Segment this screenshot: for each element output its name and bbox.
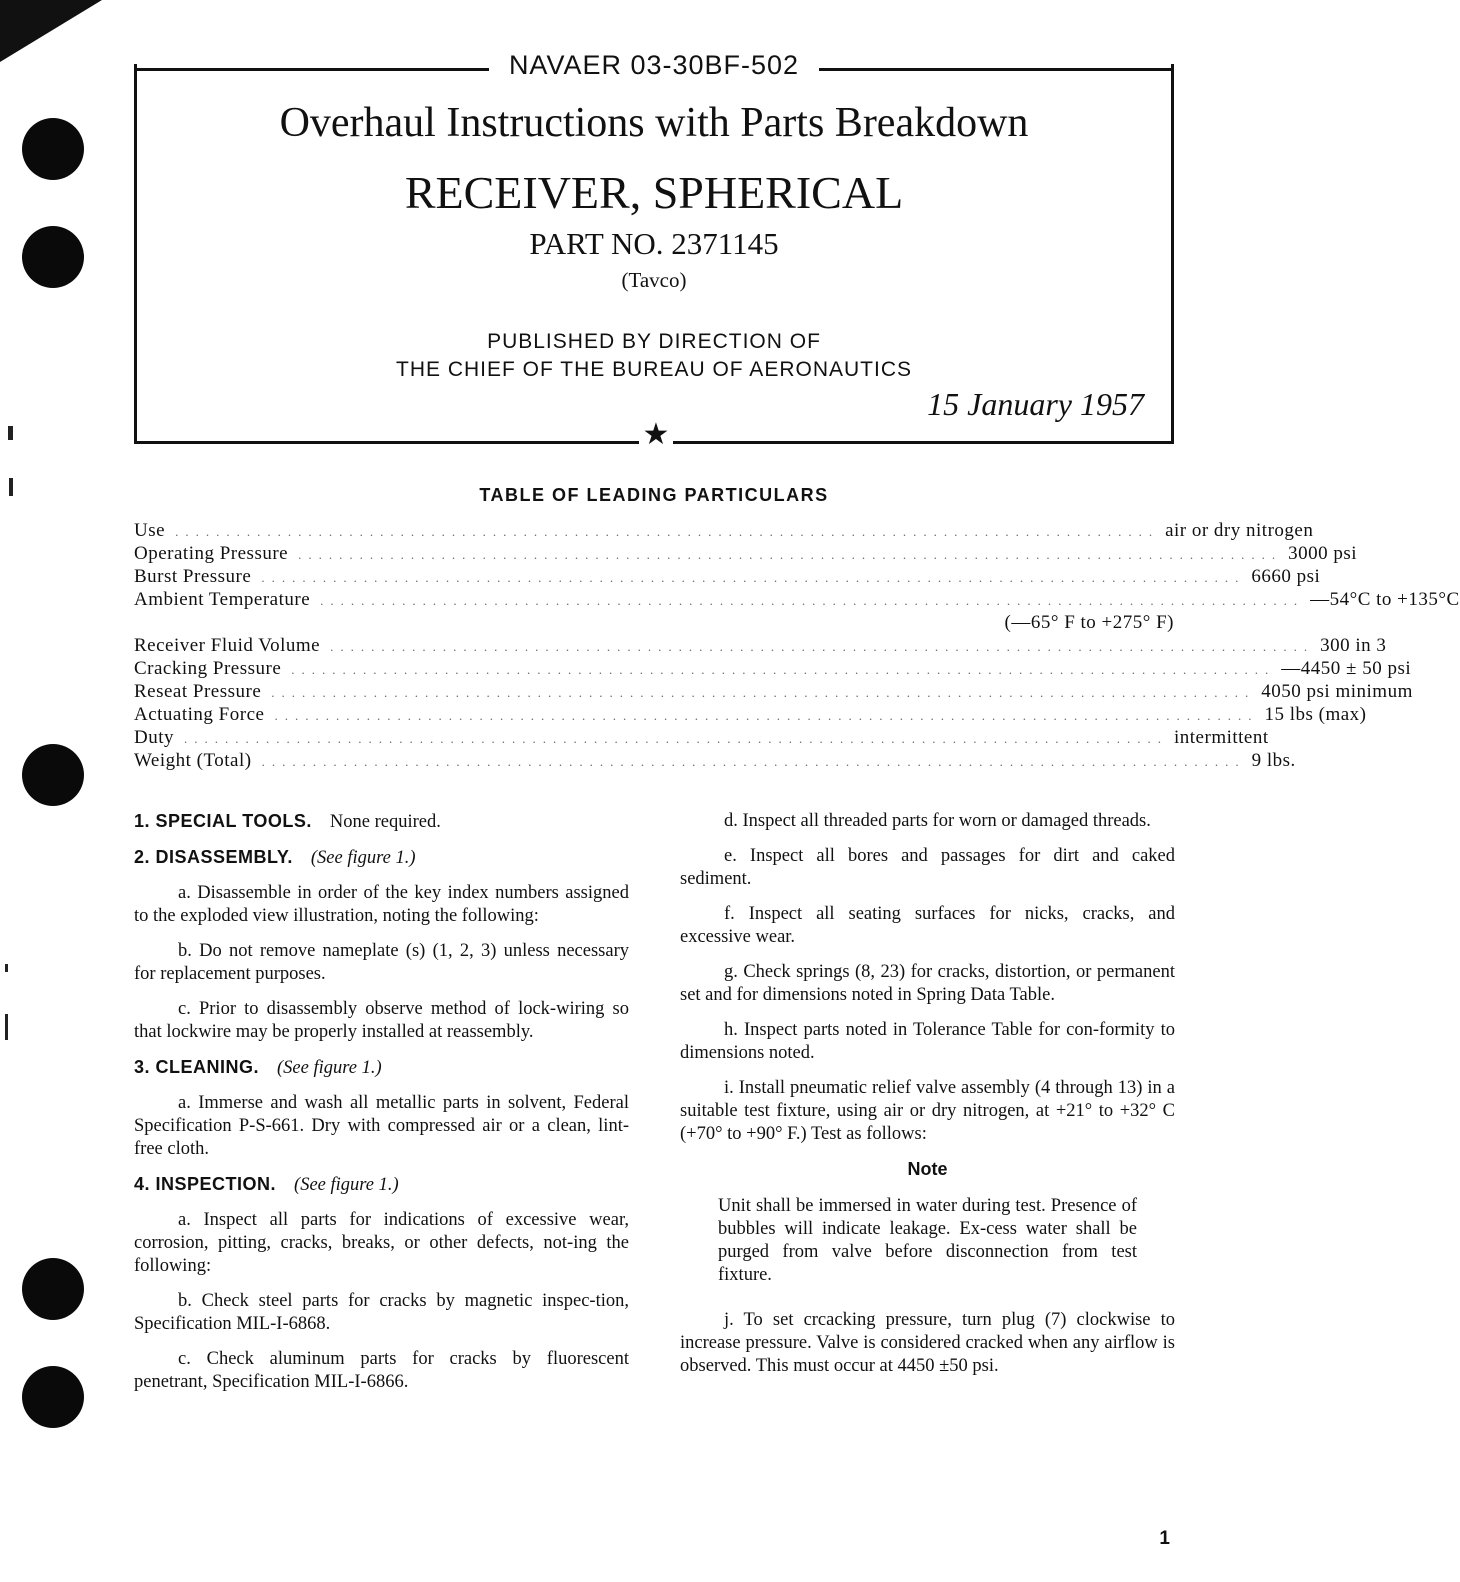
section-heading: 4. INSPECTION. bbox=[134, 1174, 277, 1194]
figure-reference: (See figure 1.) bbox=[277, 1058, 382, 1078]
scan-speck bbox=[8, 426, 13, 440]
document-number: NAVAER 03-30BF-502 bbox=[508, 50, 800, 80]
particulars-row: Receiver Fluid Volume ................................................................................................ 300 in 3 bbox=[134, 635, 1387, 656]
paragraph: b. Check steel parts for cracks by magnetic inspec-tion, Specification MIL-I-6868. bbox=[134, 1291, 629, 1334]
star-icon: ★ bbox=[639, 420, 673, 450]
published-by-line1: PUBLISHED BY DIRECTION OF bbox=[487, 330, 821, 353]
particulars-row: Operating Pressure ................................................................................................ 3000 psi bbox=[134, 543, 1358, 564]
paragraph: c. Check aluminum parts for cracks by fluorescent penetrant, Specification MIL-I-6866. bbox=[134, 1349, 629, 1392]
paragraph: j. To set crcacking pressure, turn plug (7) clockwise to increase pressure. Valve is considered cracked when any airflow is observed. This must occur at 4450 ±50 psi. bbox=[680, 1310, 1175, 1376]
page-number: 1 bbox=[1159, 1528, 1170, 1549]
section-disassembly bbox=[134, 846, 629, 870]
part-number: PART NO. 2371145 bbox=[529, 226, 779, 261]
paragraph: d. Inspect all threaded parts for worn or damaged threads. bbox=[724, 811, 1151, 831]
published-by-line2: THE CHIEF OF THE BUREAU OF AERONAUTICS bbox=[396, 358, 912, 381]
paragraph: f. Inspect all seating surfaces for nicks, cracks, and excessive wear. bbox=[680, 904, 1175, 947]
document-title: Overhaul Instructions with Parts Breakdown bbox=[279, 100, 1029, 146]
particulars-row: Actuating Force ................................................................................................ 15 lbs (max) bbox=[134, 704, 1367, 725]
paragraph: b. Do not remove nameplate (s) (1, 2, 3) unless necessary for replacement purposes. bbox=[134, 941, 629, 984]
binder-hole-2 bbox=[22, 226, 84, 288]
body-column-right bbox=[680, 810, 1175, 1390]
item-name: RECEIVER, SPHERICAL bbox=[404, 167, 904, 218]
paragraph: a. Inspect all parts for indications of excessive wear, corrosion, pitting, cracks, breaks, or other defects, not-ing the following: bbox=[134, 1210, 629, 1276]
particulars-title: TABLE OF LEADING PARTICULARS bbox=[479, 485, 829, 505]
particulars-row: Use ................................................................................................ air or dry nitrogen bbox=[134, 520, 1314, 541]
publication-date: 15 January 1957 bbox=[927, 386, 1144, 422]
section-inspection bbox=[134, 1173, 629, 1197]
binder-hole-4 bbox=[22, 1258, 84, 1320]
section-heading: 2. DISASSEMBLY. bbox=[134, 847, 293, 867]
section-heading: 1. SPECIAL TOOLS. bbox=[134, 811, 312, 831]
paragraph: g. Check springs (8, 23) for cracks, distortion, or permanent set and for dimensions noted in Spring Data Table. bbox=[680, 962, 1175, 1005]
section-text: None required. bbox=[329, 812, 441, 832]
figure-reference: (See figure 1.) bbox=[310, 848, 416, 868]
figure-reference: (See figure 1.) bbox=[294, 1175, 399, 1195]
particulars-table bbox=[134, 519, 1460, 772]
section-heading: 3. CLEANING. bbox=[134, 1057, 260, 1077]
note-text: Unit shall be immersed in water during test. Presence of bubbles will indicate leakage. Ex-cess water shall be purged from valve before disconnection from test fixture. bbox=[718, 1196, 1137, 1285]
particulars-row: Cracking Pressure ................................................................................................ —4450 ± 50 psi bbox=[134, 658, 1412, 679]
body-column-left bbox=[134, 810, 629, 1406]
particulars-row: Weight (Total) ................................................................................................ 9 lbs. bbox=[134, 750, 1296, 771]
particulars-row: Burst Pressure ................................................................................................ 6660 psi bbox=[134, 566, 1321, 587]
title-box bbox=[134, 50, 1174, 451]
scan-speck bbox=[9, 478, 13, 496]
particulars-row: Reseat Pressure ................................................................................................ 4050 psi minimum bbox=[134, 681, 1413, 702]
binder-hole-1 bbox=[22, 118, 84, 180]
note-heading: Note bbox=[907, 1159, 948, 1179]
page-corner-fold bbox=[0, 0, 102, 62]
binder-hole-3 bbox=[22, 744, 84, 806]
particulars-row-continuation: (—65° F to +275° F) bbox=[1004, 612, 1174, 633]
paragraph: a. Disassemble in order of the key index numbers assigned to the exploded view illustration, noting the following: bbox=[134, 883, 629, 926]
paragraph: e. Inspect all bores and passages for dirt and caked sediment. bbox=[680, 846, 1175, 889]
paragraph: i. Install pneumatic relief valve assembly (4 through 13) in a suitable test fixture, using air or dry nitrogen, at +21° to +32° C (+70° to +90° F.) Test as follows: bbox=[680, 1078, 1175, 1144]
section-cleaning bbox=[134, 1056, 629, 1080]
scan-speck bbox=[5, 1014, 8, 1040]
paragraph: c. Prior to disassembly observe method of lock-wiring so that lockwire may be properly installed at reassembly. bbox=[134, 999, 629, 1042]
scan-speck bbox=[5, 964, 8, 972]
particulars-row: Duty ................................................................................................ intermittent bbox=[134, 727, 1269, 748]
manufacturer: (Tavco) bbox=[621, 268, 687, 292]
paragraph: h. Inspect parts noted in Tolerance Table for con-formity to dimensions noted. bbox=[680, 1020, 1175, 1063]
paragraph: a. Immerse and wash all metallic parts in solvent, Federal Specification P-S-661. Dry with compressed air or a clean, lint-free cloth. bbox=[134, 1093, 629, 1159]
section-special-tools bbox=[134, 810, 629, 834]
particulars-row: Ambient Temperature ................................................................................................ —54°C to +135°C bbox=[134, 589, 1460, 610]
binder-hole-5 bbox=[22, 1366, 84, 1428]
